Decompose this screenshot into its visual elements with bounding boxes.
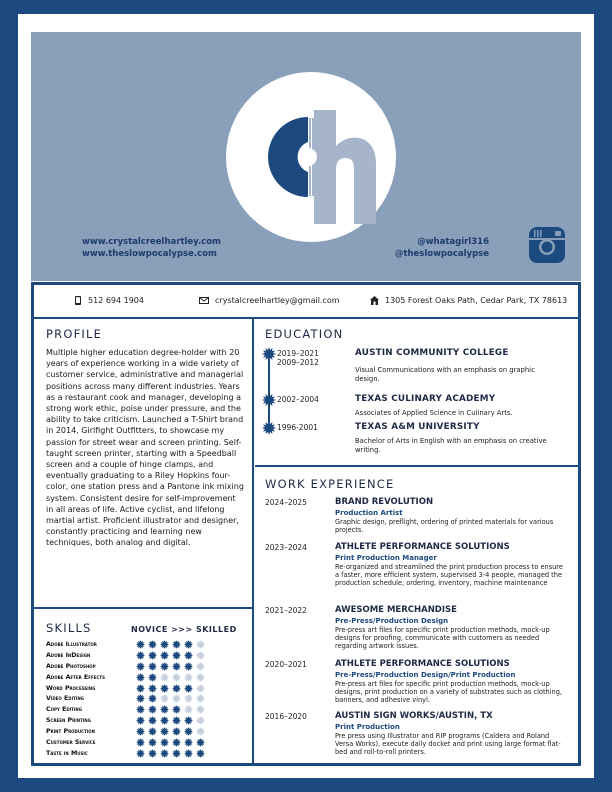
rating-star-empty-icon <box>160 694 169 703</box>
rating-star-filled-icon <box>148 662 157 671</box>
rating-star-filled-icon <box>136 694 145 703</box>
timeline-star-icon <box>262 347 276 361</box>
instagram-icon <box>528 226 566 264</box>
contact-phone <box>74 296 144 305</box>
skill-row <box>46 726 244 737</box>
skill-name: Copy Editing <box>46 706 82 714</box>
skill-rating <box>136 673 205 682</box>
rating-star-filled-icon <box>148 684 157 693</box>
rating-star-empty-icon <box>184 694 193 703</box>
skill-rating <box>136 640 205 649</box>
skills-scale-label: NOVICE >>> SKILLED <box>131 625 237 634</box>
skill-name: Word Processing <box>46 684 96 692</box>
rating-star-filled-icon <box>136 727 145 736</box>
skill-rating <box>136 651 205 660</box>
skill-name: Screen Printing <box>46 717 91 725</box>
rating-star-filled-icon <box>148 651 157 660</box>
website-links <box>82 236 221 260</box>
skill-name: Adobe After Effects <box>46 673 105 681</box>
rating-star-filled-icon <box>172 749 181 758</box>
education-dates: 2019–2021 2009–2012 <box>277 349 319 367</box>
education-dates: 2002–2004 <box>277 395 319 404</box>
skill-row <box>46 737 244 748</box>
institution-name: TEXAS A&M UNIVERSITY <box>355 422 480 432</box>
job-description: Re-organized and streamlined the print production process to ensure a faster, more efficient system, supervised 3-4 people, managed the production schedule, ordering, inventory, machine maintenance <box>335 563 563 587</box>
rating-star-empty-icon <box>196 651 205 660</box>
social-handles <box>395 236 489 260</box>
phone-icon <box>74 296 82 305</box>
rating-star-empty-icon <box>172 673 181 682</box>
phone-number[interactable]: 512 694 1904 <box>88 296 144 305</box>
rating-star-filled-icon <box>136 673 145 682</box>
email-icon <box>199 297 209 304</box>
rating-star-filled-icon <box>184 738 193 747</box>
company-name: AUSTIN SIGN WORKS/AUSTIN, TX <box>335 711 493 721</box>
contact-email <box>199 296 340 305</box>
skills-heading: SKILLS <box>46 621 92 635</box>
right-column <box>255 319 578 763</box>
rating-star-filled-icon <box>136 640 145 649</box>
job-details <box>335 605 565 650</box>
job-dates: 2016–2020 <box>265 712 307 721</box>
rating-star-empty-icon <box>196 694 205 703</box>
job-dates: 2021–2022 <box>265 606 307 615</box>
rating-star-empty-icon <box>184 673 193 682</box>
rating-star-empty-icon <box>196 705 205 714</box>
rating-star-filled-icon <box>160 705 169 714</box>
education-section <box>255 319 578 467</box>
contact-bar <box>34 285 578 319</box>
education-item <box>355 348 555 383</box>
rating-star-filled-icon <box>172 662 181 671</box>
institution-name: AUSTIN COMMUNITY COLLEGE <box>355 348 509 358</box>
social-handle-1[interactable]: @whatagirl316 <box>417 237 489 247</box>
job-details <box>335 659 565 704</box>
rating-star-empty-icon <box>196 640 205 649</box>
profile-text: Multiple higher education degree-holder with 20 years of experience working in a wide variety of customer service, administrative and managerial positions across many different industries. Years as a restaurant cook and manager, developing a strong work ethic, poise under pressure, and the ability to take criticism. Launched a T-Shirt brand in 2014, Girlfight Outfitters, to showcase my passion for street wear and screen printing. Self-taught screen printer, starting with a Speedball screen and a couple of hinge clamps, and eventually graduating to a Riley Hopkins four-color, one station press and a Pantone ink mixing system. Consistent desire for self-improvement in all areas of life. Active cyclist, and lifelong martial artist. Proficient illustrator and designer, constantly practicing and learning new techniques, both analog and digital. <box>46 348 244 548</box>
skill-row <box>46 748 244 759</box>
timeline-star-icon <box>262 421 276 435</box>
resume-page <box>18 14 594 778</box>
job-dates: 2020–2021 <box>265 660 307 669</box>
institution-name: TEXAS CULINARY ACADEMY <box>355 394 496 404</box>
header-banner <box>31 32 581 281</box>
skill-name: Adobe Illustrator <box>46 640 97 648</box>
education-dates: 1996-2001 <box>277 423 318 432</box>
education-item <box>355 394 555 418</box>
left-column <box>34 319 254 763</box>
rating-star-filled-icon <box>196 749 205 758</box>
company-name: ATHLETE PERFORMANCE SOLUTIONS <box>335 659 510 669</box>
job-details <box>335 542 565 587</box>
rating-star-empty-icon <box>160 673 169 682</box>
job-description: Pre-press art files for specific print production methods, mock-up designs, print production on a variety of substrates such as clothing, banners, and adhesive vinyl. <box>335 680 562 704</box>
rating-star-filled-icon <box>160 727 169 736</box>
skill-row <box>46 704 244 715</box>
skill-list <box>46 639 244 759</box>
company-name: BRAND REVOLUTION <box>335 497 434 507</box>
rating-star-filled-icon <box>172 738 181 747</box>
rating-star-filled-icon <box>196 738 205 747</box>
profile-section <box>34 319 254 609</box>
rating-star-filled-icon <box>172 651 181 660</box>
timeline-star-icon <box>262 393 276 407</box>
rating-star-filled-icon <box>184 662 193 671</box>
company-name: AWESOME MERCHANDISE <box>335 605 457 615</box>
rating-star-filled-icon <box>184 684 193 693</box>
education-description: Associates of Applied Science in Culinary Arts. <box>355 409 513 417</box>
rating-star-filled-icon <box>136 738 145 747</box>
job-dates: 2024–2025 <box>265 498 307 507</box>
mailing-address: 1305 Forest Oaks Path, Cedar Park, TX 78613 <box>385 296 568 305</box>
rating-star-filled-icon <box>160 738 169 747</box>
skill-row <box>46 639 244 650</box>
rating-star-empty-icon <box>172 694 181 703</box>
rating-star-filled-icon <box>172 684 181 693</box>
rating-star-filled-icon <box>172 727 181 736</box>
rating-star-empty-icon <box>196 673 205 682</box>
skill-name: Video Editing <box>46 695 84 703</box>
company-name: ATHLETE PERFORMANCE SOLUTIONS <box>335 542 510 552</box>
social-handle-2[interactable]: @theslowpocalypse <box>394 249 489 259</box>
job-title: Production Artist <box>335 509 403 517</box>
skill-rating <box>136 684 205 693</box>
rating-star-filled-icon <box>184 727 193 736</box>
job-description: Pre-press art files for specific print production methods, mock-up designs for proofing, communicate with customers as needed regarding artwork issues. <box>335 626 550 650</box>
job-dates: 2023–2024 <box>265 543 307 552</box>
rating-star-filled-icon <box>148 705 157 714</box>
skill-row <box>46 715 244 726</box>
skill-name: Taste in Music <box>46 749 88 757</box>
home-icon <box>370 296 379 305</box>
contact-address <box>370 296 567 305</box>
skill-name: Customer Service <box>46 738 96 746</box>
rating-star-filled-icon <box>136 662 145 671</box>
job-description: Graphic design, preflight, ordering of printed materials for various projects. <box>335 518 554 534</box>
skill-row <box>46 661 244 672</box>
rating-star-filled-icon <box>160 716 169 725</box>
skill-rating <box>136 738 205 747</box>
skill-name: Adobe Photoshop <box>46 662 96 670</box>
skills-header <box>46 621 244 635</box>
rating-star-filled-icon <box>184 716 193 725</box>
rating-star-filled-icon <box>160 662 169 671</box>
job-details <box>335 497 565 534</box>
skill-rating <box>136 705 205 714</box>
job-title: Pre-Press/Production Design <box>335 617 449 625</box>
job-description: Pre press using Illustrator and RIP programs (Caldera and Roland Versa Works), execute daily docket and print using large format flat-bed and roll-to-roll printers. <box>335 732 561 756</box>
education-timeline <box>268 353 270 423</box>
education-item <box>355 422 555 454</box>
skill-rating <box>136 749 205 758</box>
rating-star-filled-icon <box>148 738 157 747</box>
job-title: Print Production Manager <box>335 554 437 562</box>
skill-rating <box>136 716 205 725</box>
job-title: Print Production <box>335 723 400 731</box>
education-heading: EDUCATION <box>265 327 344 341</box>
rating-star-filled-icon <box>136 705 145 714</box>
resume-body <box>31 282 581 766</box>
education-description: Bachelor of Arts in English with an emphasis on creative writing. <box>355 437 547 454</box>
skills-section <box>34 611 254 763</box>
rating-star-filled-icon <box>148 727 157 736</box>
rating-star-filled-icon <box>136 684 145 693</box>
rating-star-filled-icon <box>160 640 169 649</box>
skill-row <box>46 693 244 704</box>
skill-name: Print Production <box>46 728 96 736</box>
rating-star-filled-icon <box>184 640 193 649</box>
rating-star-filled-icon <box>136 749 145 758</box>
rating-star-filled-icon <box>148 673 157 682</box>
rating-star-empty-icon <box>196 716 205 725</box>
rating-star-filled-icon <box>148 640 157 649</box>
rating-star-filled-icon <box>172 640 181 649</box>
rating-star-empty-icon <box>196 662 205 671</box>
monogram-logo <box>226 72 396 242</box>
rating-star-filled-icon <box>148 694 157 703</box>
skill-name: Adobe InDesign <box>46 651 91 659</box>
rating-star-filled-icon <box>184 651 193 660</box>
website-link-2[interactable]: www.theslowpocalypse.com <box>82 249 217 259</box>
rating-star-filled-icon <box>160 749 169 758</box>
job-title: Pre-Press/Production Design/Print Production <box>335 671 516 679</box>
rating-star-empty-icon <box>184 705 193 714</box>
skill-row <box>46 672 244 683</box>
rating-star-filled-icon <box>148 749 157 758</box>
skill-rating <box>136 694 205 703</box>
education-description: Visual Communications with an emphasis on graphic design. <box>355 366 535 383</box>
rating-star-filled-icon <box>136 651 145 660</box>
profile-heading: PROFILE <box>46 327 103 341</box>
rating-star-filled-icon <box>184 749 193 758</box>
skill-row <box>46 683 244 694</box>
skill-rating <box>136 727 205 736</box>
rating-star-empty-icon <box>196 727 205 736</box>
work-heading: WORK EXPERIENCE <box>265 477 395 491</box>
job-details <box>335 711 565 756</box>
website-link-1[interactable]: www.crystalcreelhartley.com <box>82 237 221 247</box>
rating-star-filled-icon <box>148 716 157 725</box>
email-address[interactable]: crystalcreelhartley@gmail.com <box>215 296 340 305</box>
rating-star-empty-icon <box>196 684 205 693</box>
rating-star-filled-icon <box>160 684 169 693</box>
work-section <box>255 469 578 763</box>
rating-star-filled-icon <box>172 716 181 725</box>
skill-row <box>46 650 244 661</box>
rating-star-filled-icon <box>160 651 169 660</box>
rating-star-filled-icon <box>172 705 181 714</box>
rating-star-filled-icon <box>136 716 145 725</box>
skill-rating <box>136 662 205 671</box>
